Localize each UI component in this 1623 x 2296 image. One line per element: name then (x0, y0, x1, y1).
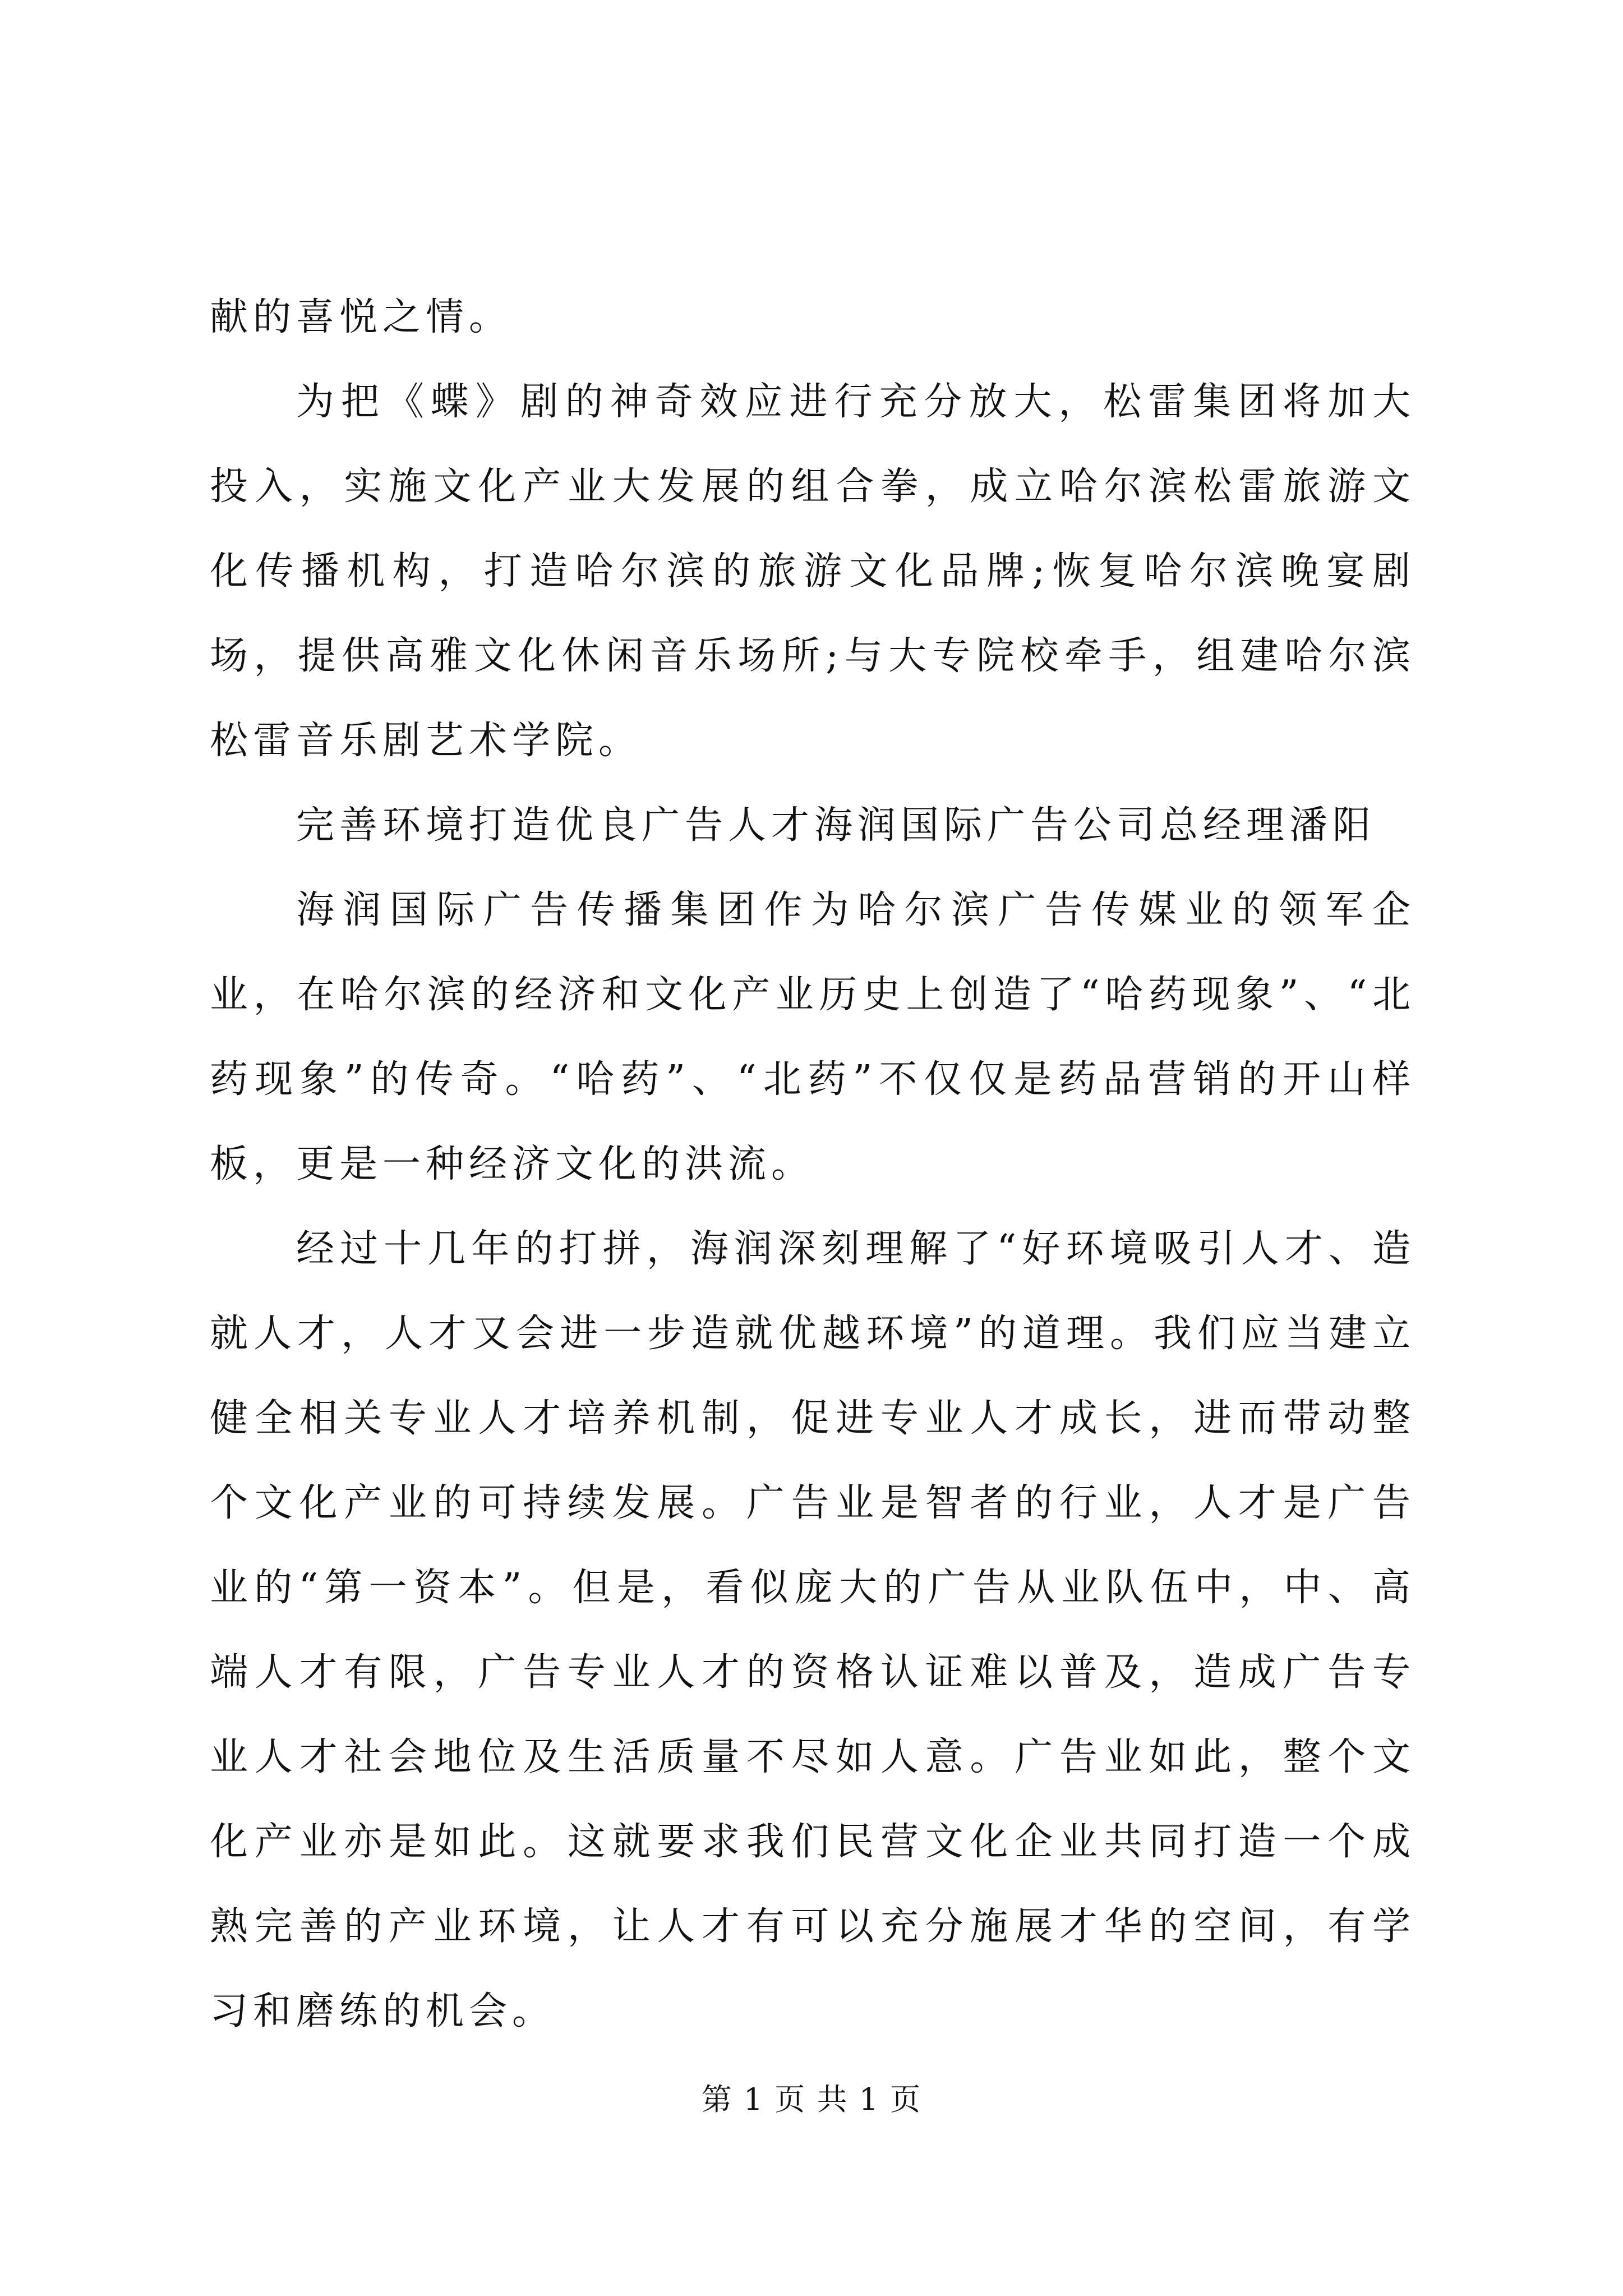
paragraph-2: 为把《蝶》剧的神奇效应进行充分放大，松雷集团将加大投入，实施文化产业大发展的组合拳，成立哈尔滨松雷旅游文化传播机构，打造哈尔滨的旅游文化品牌;恢复哈尔滨晚宴剧场，提供高雅文化休闲音乐场所;与大专院校牵手，组建哈尔滨松雷音乐剧艺术学院。 (210, 380, 1415, 763)
paragraph-5: 经过十几年的打拼，海润深刻理解了“好环境吸引人才、造就人才，人才又会进一步造就优越环境”的道理。我们应当建立健全相关专业人才培养机制，促进专业人才成长，进而带动整个文化产业的可持续发展。广告业是智者的行业，人才是广告业的“第一资本”。但是，看似庞大的广告从业队伍中，中、高端人才有限，广告专业人才的资格认证难以普及，造成广告专业人才社会地位及生活质量不尽如人意。广告业如此，整个文化产业亦是如此。这就要求我们民营文化企业共同打造一个成熟完善的产业环境，让人才有可以充分施展才华的空间，有学习和磨练的机会。 (210, 1227, 1415, 2033)
paragraph-3-heading: 完善环境打造优良广告人才海润国际广告公司总经理潘阳 (296, 803, 1376, 848)
paragraph-1: 献的喜悦之情。 (210, 295, 513, 339)
page-footer: 第 1 页 共 1 页 (701, 2082, 922, 2117)
document-body (210, 275, 1415, 2054)
paragraph-4: 海润国际广告传播集团作为哈尔滨广告传媒业的领军企业，在哈尔滨的经济和文化产业历史上创造了“哈药现象”、“北药现象”的传奇。“哈药”、“北药”不仅仅是药品营销的开山样板，更是一种经济文化的洪流。 (210, 888, 1415, 1186)
